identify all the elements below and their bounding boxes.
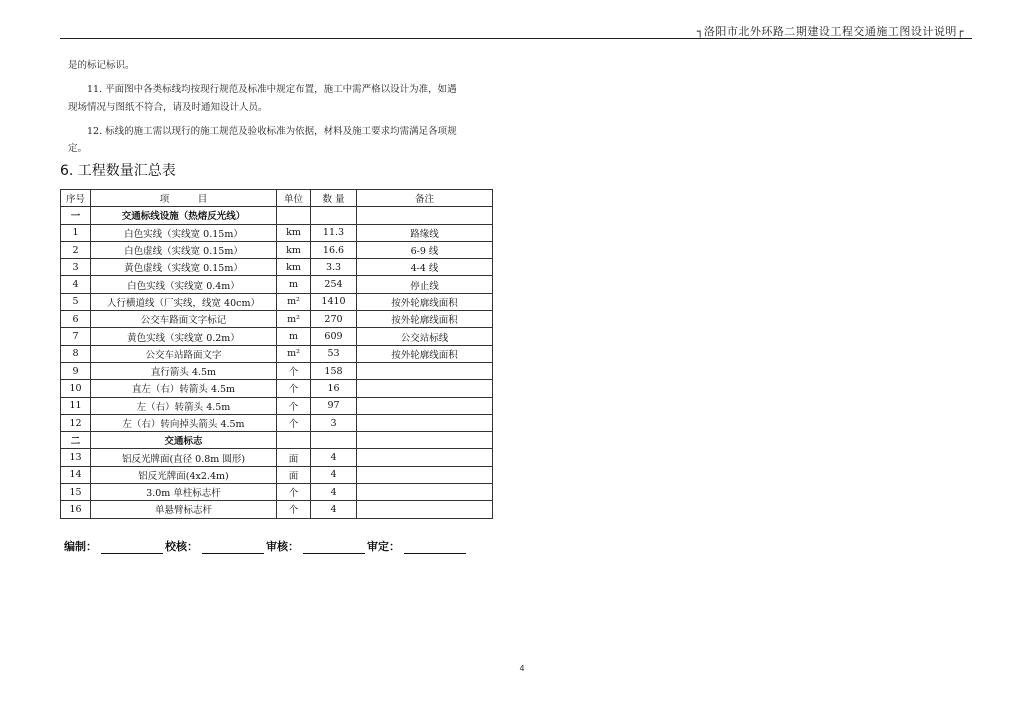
cell-note	[357, 414, 493, 431]
cell-item: 白色虚线（实线宽 0.15m）	[91, 241, 277, 258]
cell-item: 公交车站路面文字	[91, 345, 277, 362]
cell-no: 15	[61, 484, 91, 501]
signature-blank	[202, 541, 264, 554]
cell-no: 8	[61, 345, 91, 362]
signature-blank	[101, 541, 163, 554]
cell-unit: m²	[277, 293, 311, 310]
cell-note	[357, 397, 493, 414]
signature-label: 审核：	[266, 540, 299, 553]
cell-unit: km	[277, 224, 311, 241]
cell-item: 铝反光牌面(4x2.4m)	[91, 466, 277, 483]
cell-item: 左（右）转向掉头箭头 4.5m	[91, 414, 277, 431]
paragraph-line: 12. 标线的施工需以现行的施工规范及验收标准为依据，材料及施工要求均需满足各项规	[68, 126, 457, 137]
cell-qty: 97	[311, 397, 357, 414]
table-row	[61, 293, 493, 310]
cell-item: 交通标志	[91, 432, 277, 449]
cell-unit: 个	[277, 397, 311, 414]
page-number: 4	[519, 664, 525, 673]
signature-label: 审定：	[367, 540, 400, 553]
table-row	[61, 414, 493, 431]
cell-qty: 11.3	[311, 224, 357, 241]
cell-qty: 270	[311, 311, 357, 328]
cell-item: 人行横道线（厂实线，线宽 40cm）	[91, 293, 277, 310]
cell-note	[357, 501, 493, 518]
cell-no: 13	[61, 449, 91, 466]
cell-qty	[311, 432, 357, 449]
cell-note: 6-9 线	[357, 241, 493, 258]
table-group-row	[61, 207, 493, 224]
paragraph-line: 是的标记标识。	[68, 60, 135, 71]
cell-qty: 4	[311, 484, 357, 501]
section-title: 6. 工程数量汇总表	[60, 163, 176, 179]
cell-qty: 16.6	[311, 241, 357, 258]
cell-item: 单悬臂标志杆	[91, 501, 277, 518]
cell-qty: 158	[311, 362, 357, 379]
paragraph-line: 11. 平面图中各类标线均按现行规范及标准中规定布置，施工中需严格以设计为准，如遇	[68, 84, 457, 95]
table-row	[61, 276, 493, 293]
paragraph-line: 现场情况与图纸不符合，请及时通知设计人员。	[68, 102, 268, 113]
cell-note	[357, 432, 493, 449]
cell-unit: 个	[277, 501, 311, 518]
table-row	[61, 224, 493, 241]
signature-label: 编制：	[64, 540, 97, 553]
cell-item: 白色实线（实线宽 0.4m）	[91, 276, 277, 293]
cell-item: 铝反光牌面(直径 0.8m 圆形)	[91, 449, 277, 466]
cell-unit: km	[277, 259, 311, 276]
cell-note: 公交站标线	[357, 328, 493, 345]
cell-item: 黄色实线（实线宽 0.2m）	[91, 328, 277, 345]
table-row	[61, 380, 493, 397]
signature-blank	[303, 541, 365, 554]
cell-unit: m	[277, 276, 311, 293]
cell-qty: 609	[311, 328, 357, 345]
table-row	[61, 328, 493, 345]
table-row	[61, 241, 493, 258]
table-row	[61, 449, 493, 466]
cell-no: 11	[61, 397, 91, 414]
header-cell-qty: 数 量	[311, 190, 357, 207]
cell-unit: 面	[277, 449, 311, 466]
cell-no: 二	[61, 432, 91, 449]
cell-note	[357, 207, 493, 224]
cell-qty: 254	[311, 276, 357, 293]
cell-item: 左（右）转箭头 4.5m	[91, 397, 277, 414]
header-cell-no: 序号	[61, 190, 91, 207]
cell-unit: 个	[277, 380, 311, 397]
signature-checked	[165, 538, 266, 554]
cell-item: 白色实线（实线宽 0.15m）	[91, 224, 277, 241]
signature-line	[64, 538, 468, 554]
table-row	[61, 466, 493, 483]
cell-no: 9	[61, 362, 91, 379]
cell-qty: 16	[311, 380, 357, 397]
cell-unit	[277, 207, 311, 224]
header-divider	[60, 38, 972, 39]
cell-no: 3	[61, 259, 91, 276]
cell-item: 交通标线设施（热熔反光线）	[91, 207, 277, 224]
cell-qty: 3	[311, 414, 357, 431]
signature-compiled	[64, 538, 165, 554]
cell-qty	[311, 207, 357, 224]
cell-no: 4	[61, 276, 91, 293]
cell-item: 公交车路面文字标记	[91, 311, 277, 328]
cell-note	[357, 449, 493, 466]
table-body	[61, 207, 493, 518]
cell-unit: 个	[277, 414, 311, 431]
signature-approved	[367, 538, 468, 554]
paragraph-line: 定。	[68, 143, 88, 154]
page-header-title: ┐洛阳市北外环路二期建设工程交通施工图设计说明┌	[696, 25, 964, 38]
cell-no: 16	[61, 501, 91, 518]
cell-qty: 4	[311, 449, 357, 466]
table-row	[61, 397, 493, 414]
cell-item: 直行箭头 4.5m	[91, 362, 277, 379]
cell-qty: 53	[311, 345, 357, 362]
cell-unit: m	[277, 328, 311, 345]
cell-item: 直左（右）转箭头 4.5m	[91, 380, 277, 397]
table-row	[61, 501, 493, 518]
cell-no: 6	[61, 311, 91, 328]
cell-note	[357, 362, 493, 379]
table-header-row	[61, 190, 493, 207]
header-cell-note: 备注	[357, 190, 493, 207]
cell-note	[357, 466, 493, 483]
cell-qty: 4	[311, 466, 357, 483]
cell-note	[357, 484, 493, 501]
cell-note: 按外轮廓线面积	[357, 345, 493, 362]
cell-no: 10	[61, 380, 91, 397]
cell-no: 2	[61, 241, 91, 258]
table-row	[61, 362, 493, 379]
cell-unit: 个	[277, 484, 311, 501]
quantity-table	[60, 189, 493, 519]
cell-item: 3.0m 单柱标志杆	[91, 484, 277, 501]
cell-note: 路缘线	[357, 224, 493, 241]
cell-unit: 个	[277, 362, 311, 379]
cell-unit: km	[277, 241, 311, 258]
signature-blank	[404, 541, 466, 554]
table-row	[61, 311, 493, 328]
table-row	[61, 259, 493, 276]
cell-note: 按外轮廓线面积	[357, 293, 493, 310]
cell-note: 按外轮廓线面积	[357, 311, 493, 328]
cell-unit: 面	[277, 466, 311, 483]
signature-label: 校核：	[165, 540, 198, 553]
cell-item: 黄色虚线（实线宽 0.15m）	[91, 259, 277, 276]
cell-unit: m²	[277, 311, 311, 328]
cell-qty: 3.3	[311, 259, 357, 276]
signature-reviewed	[266, 538, 367, 554]
header-cell-unit: 单位	[277, 190, 311, 207]
table-row	[61, 484, 493, 501]
header-cell-item: 项 目	[91, 190, 277, 207]
cell-unit	[277, 432, 311, 449]
cell-note: 4-4 线	[357, 259, 493, 276]
cell-no: 7	[61, 328, 91, 345]
cell-unit: m²	[277, 345, 311, 362]
cell-note	[357, 380, 493, 397]
cell-qty: 1410	[311, 293, 357, 310]
table-group-row	[61, 432, 493, 449]
table-row	[61, 345, 493, 362]
cell-no: 1	[61, 224, 91, 241]
cell-qty: 4	[311, 501, 357, 518]
cell-no: 12	[61, 414, 91, 431]
cell-note: 停止线	[357, 276, 493, 293]
cell-no: 一	[61, 207, 91, 224]
cell-no: 5	[61, 293, 91, 310]
cell-no: 14	[61, 466, 91, 483]
